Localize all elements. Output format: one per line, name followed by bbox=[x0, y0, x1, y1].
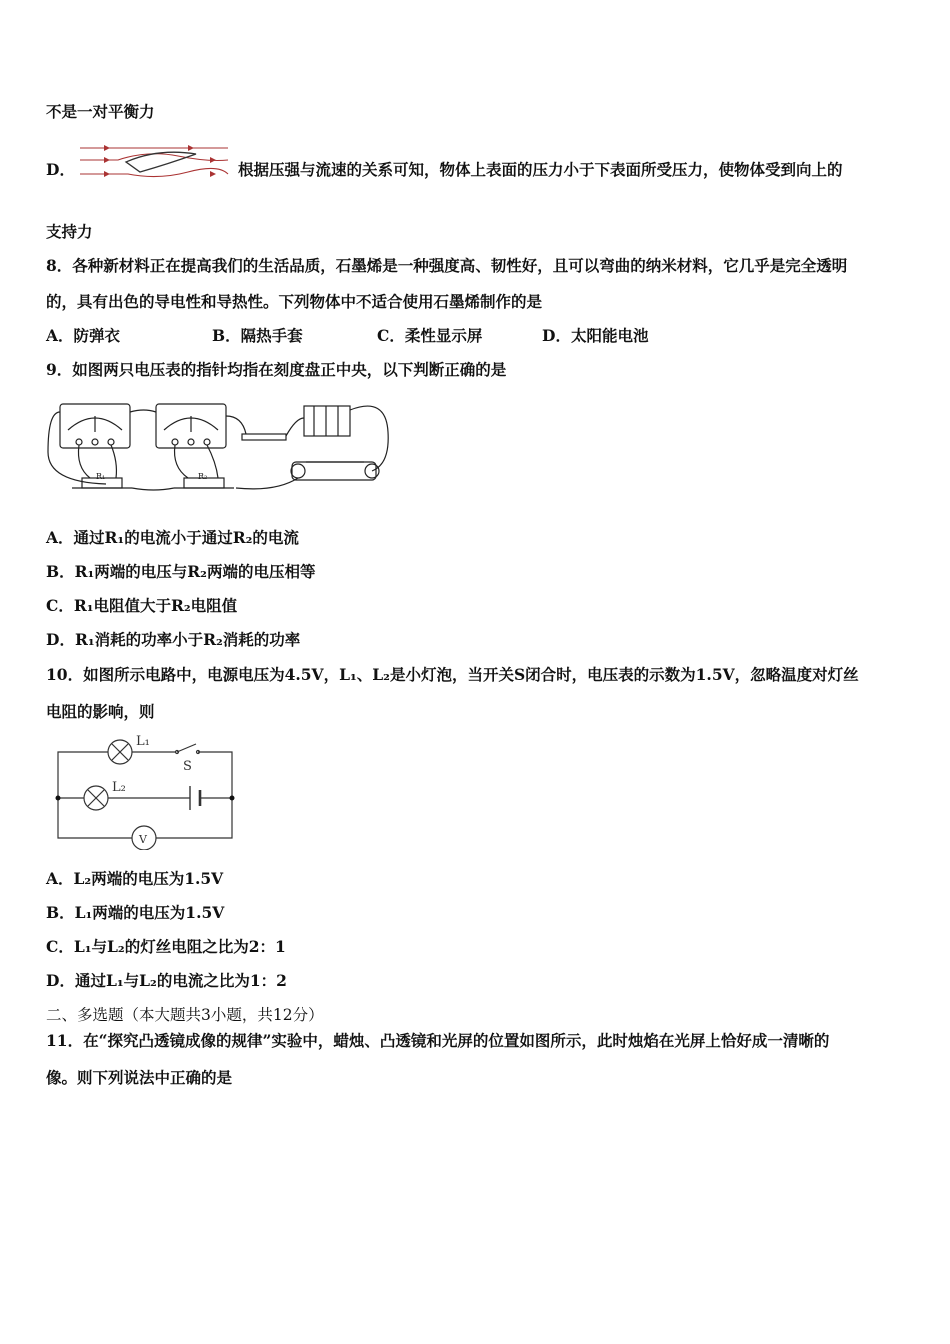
q7-option-d-label: D． bbox=[46, 160, 75, 179]
q10-figure-s-label: S bbox=[183, 759, 192, 774]
q9-option-a: A．通过R₁的电流小于通过R₂的电流 bbox=[46, 528, 299, 547]
q10-option-d: D．通过L₁与L₂的电流之比为1：2 bbox=[46, 971, 287, 990]
q10-option-a: A．L₂两端的电压为1.5V bbox=[46, 869, 224, 888]
q11-stem-line1: 11．在“探究凸透镜成像的规律”实验中，蜡烛、凸透镜和光屏的位置如图所示，此时烛焰在光屏上恰好成一清晰的 bbox=[46, 1031, 830, 1050]
q10-stem-line2: 电阻的影响，则 bbox=[46, 702, 155, 721]
q9-stem: 9．如图两只电压表的指针均指在刻度盘正中央，以下判断正确的是 bbox=[46, 360, 507, 379]
wing-airflow-figure bbox=[78, 140, 234, 188]
q9-option-b: B．R₁两端的电压与R₂两端的电压相等 bbox=[46, 562, 316, 581]
q8-stem-line2: 的，具有出色的导电性和导热性。下列物体中不适合使用石墨烯制作的是 bbox=[46, 292, 543, 311]
q10-option-b: B．L₁两端的电压为1.5V bbox=[46, 903, 225, 922]
q8-option-c: C．柔性显示屏 bbox=[377, 326, 483, 345]
q10-figure-l1-label: L₁ bbox=[136, 734, 150, 749]
q10-circuit-figure bbox=[50, 732, 240, 850]
q10-option-c: C．L₁与L₂的灯丝电阻之比为2：1 bbox=[46, 937, 286, 956]
q9-circuit-figure bbox=[46, 392, 396, 498]
q8-option-b: B．隔热手套 bbox=[212, 326, 303, 345]
q7-tail: 不是一对平衡力 bbox=[46, 102, 155, 121]
q11-stem-line2: 像。则下列说法中正确的是 bbox=[46, 1068, 233, 1087]
q10-figure-l2-label: L₂ bbox=[112, 780, 126, 795]
q9-option-c: C．R₁电阻值大于R₂电阻值 bbox=[46, 596, 238, 615]
q9-option-d: D．R₁消耗的功率小于R₂消耗的功率 bbox=[46, 630, 301, 649]
q10-stem-line1: 10．如图所示电路中，电源电压为4.5V，L₁、L₂是小灯泡，当开关S闭合时，电压表的示数为1.5V，忽略温度对灯丝 bbox=[46, 665, 859, 684]
q8-option-d: D．太阳能电池 bbox=[542, 326, 649, 345]
section-heading: 二、多选题（本大题共3小题，共12分） bbox=[46, 1006, 324, 1024]
q9-figure-r1-label: R₁ bbox=[96, 472, 106, 481]
q8-option-a: A．防弹衣 bbox=[46, 326, 121, 345]
q7-option-d-tail: 支持力 bbox=[46, 222, 93, 241]
q8-stem-line1: 8．各种新材料正在提高我们的生活品质，石墨烯是一种强度高、韧性好，且可以弯曲的纳米材料，它几乎是完全透明 bbox=[46, 256, 848, 275]
q9-figure-r2-label: R₂ bbox=[198, 472, 208, 481]
q7-option-d-text: 根据压强与流速的关系可知，物体上表面的压力小于下表面所受压力，使物体受到向上的 bbox=[238, 160, 843, 179]
q10-figure-v-label: V bbox=[139, 833, 147, 846]
